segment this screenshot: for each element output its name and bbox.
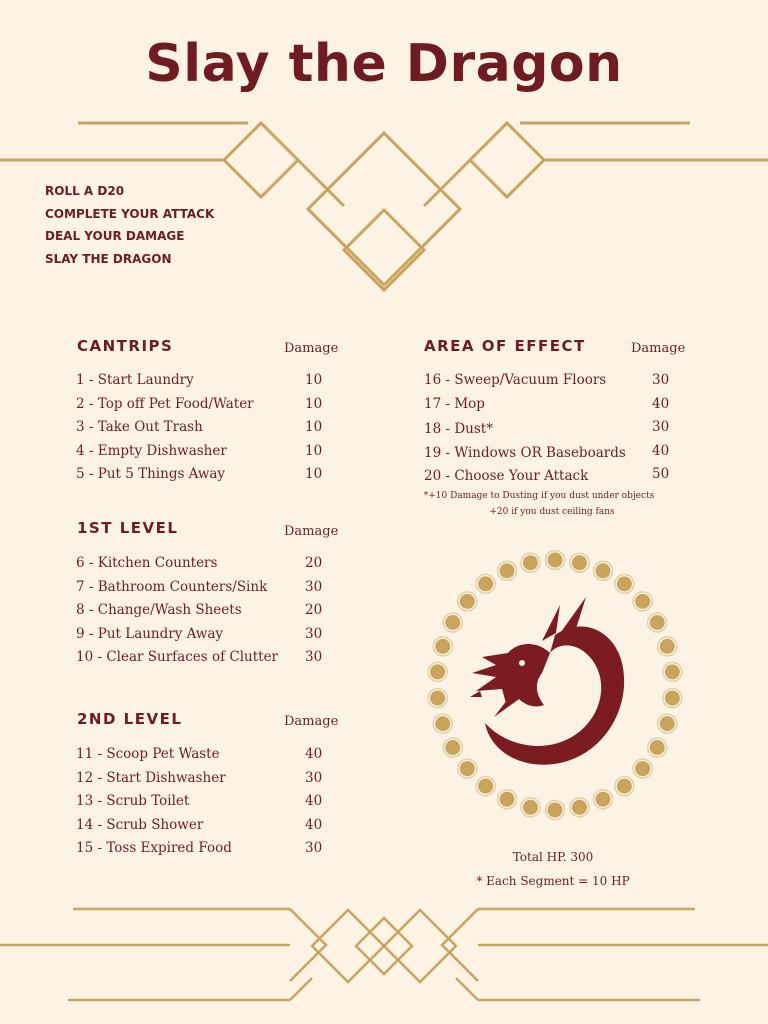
list-item xyxy=(424,394,704,418)
damage-value: 30 xyxy=(305,840,323,856)
task-label: 8 - Change/Wash Sheets xyxy=(76,602,242,618)
hp-segment-dot xyxy=(430,691,445,706)
section-title-area-of-effect: AREA OF EFFECT xyxy=(424,337,586,355)
segment-hp-label: * Each Segment = 10 HP xyxy=(476,874,630,888)
hp-segment-dot xyxy=(665,691,680,706)
list-item xyxy=(76,815,346,839)
step-item: COMPLETE YOUR ATTACK xyxy=(45,206,215,221)
damage-value: 40 xyxy=(305,746,323,762)
hp-segment-dot xyxy=(460,761,475,776)
hp-segment-dot xyxy=(478,779,493,794)
hp-segment-dot xyxy=(572,800,587,815)
section-title-2nd-level: 2ND LEVEL xyxy=(77,710,183,728)
hp-segment-dot xyxy=(660,716,675,731)
damage-header: Damage xyxy=(284,714,339,729)
hp-segment-dot xyxy=(500,563,515,578)
damage-header: Damage xyxy=(284,524,339,539)
task-label: 13 - Scrub Toilet xyxy=(76,793,190,809)
damage-value: 10 xyxy=(305,372,323,388)
list-item xyxy=(76,791,346,815)
hp-segment-dot xyxy=(650,615,665,630)
damage-value: 30 xyxy=(652,372,670,388)
damage-value: 10 xyxy=(305,442,323,459)
list-item xyxy=(76,441,346,465)
hp-segment-dot xyxy=(548,553,563,568)
task-label: 4 - Empty Dishwasher xyxy=(76,442,227,459)
hp-segment-dot xyxy=(435,716,450,731)
damage-value: 40 xyxy=(652,395,670,412)
task-label: 3 - Take Out Trash xyxy=(76,419,203,435)
list-item xyxy=(76,768,346,792)
damage-value: 30 xyxy=(305,625,323,642)
hp-segment-dot xyxy=(430,664,445,679)
hp-segment-dot xyxy=(435,639,450,654)
damage-value: 10 xyxy=(305,466,323,482)
list-item xyxy=(424,466,704,490)
task-label: 2 - Top off Pet Food/Water xyxy=(76,395,254,412)
damage-value: 30 xyxy=(305,769,323,786)
section-title-cantrips: CANTRIPS xyxy=(77,337,174,355)
hp-segment-dot xyxy=(617,576,632,591)
step-item: DEAL YOUR DAMAGE xyxy=(45,229,185,243)
damage-value: 30 xyxy=(652,419,670,435)
task-label: 5 - Put 5 Things Away xyxy=(76,466,226,482)
step-item: SLAY THE DRAGON xyxy=(45,251,172,266)
task-label: 12 - Start Dishwasher xyxy=(76,769,226,786)
section-title-1st-level: 1ST LEVEL xyxy=(77,519,179,537)
list-item xyxy=(424,370,704,394)
hp-segments xyxy=(428,551,682,820)
hp-segment-dot xyxy=(635,594,650,609)
task-label: 11 - Scoop Pet Waste xyxy=(76,746,220,762)
list-item xyxy=(76,624,346,648)
dust-bonus-note: *+10 Damage to Dusting if you dust under objects xyxy=(423,491,655,501)
total-hp-label: Total HP. 300 xyxy=(512,850,594,864)
list-item xyxy=(76,553,346,577)
hp-segment-dot xyxy=(548,803,563,818)
hp-segment-dot xyxy=(660,639,675,654)
step-item: ROLL A D20 xyxy=(45,184,125,198)
list-item xyxy=(76,744,346,768)
list-item xyxy=(424,419,704,443)
damage-value: 50 xyxy=(652,466,670,482)
task-label: 7 - Bathroom Counters/Sink xyxy=(76,578,268,595)
hp-segment-dot xyxy=(445,615,460,630)
task-label: 1 - Start Laundry xyxy=(76,372,194,388)
damage-value: 40 xyxy=(305,793,323,809)
damage-value: 40 xyxy=(652,442,670,459)
hp-segment-dot xyxy=(523,800,538,815)
hp-segment-dot xyxy=(650,740,665,755)
page-title: Slay the Dragon xyxy=(145,34,623,94)
damage-value: 30 xyxy=(305,578,323,595)
hp-segment-dot xyxy=(445,740,460,755)
task-label: 18 - Dust* xyxy=(424,421,493,437)
list-item xyxy=(76,838,346,862)
hp-segment-dot xyxy=(595,563,610,578)
task-label: 9 - Put Laundry Away xyxy=(76,625,224,642)
damage-value: 40 xyxy=(305,816,323,833)
hp-segment-dot xyxy=(665,664,680,679)
task-label: 10 - Clear Surfaces of Clutter xyxy=(76,649,279,665)
task-label: 6 - Kitchen Counters xyxy=(76,555,218,571)
damage-value: 20 xyxy=(305,602,323,618)
task-label: 15 - Toss Expired Food xyxy=(76,840,232,856)
list-item xyxy=(424,443,704,467)
hp-segment-dot xyxy=(478,576,493,591)
task-label: 20 - Choose Your Attack xyxy=(424,468,589,484)
hp-segment-dot xyxy=(617,779,632,794)
damage-value: 10 xyxy=(305,395,323,412)
list-item xyxy=(76,394,346,418)
hp-segment-dot xyxy=(572,555,587,570)
ceiling-fan-note: +20 if you dust ceiling fans xyxy=(489,507,615,517)
first-level-list xyxy=(76,553,346,671)
hp-segment-dot xyxy=(523,555,538,570)
hp-segment-dot xyxy=(460,594,475,609)
area-of-effect-list xyxy=(424,370,704,488)
cantrips-list xyxy=(76,370,346,488)
damage-header: Damage xyxy=(631,341,686,356)
task-label: 19 - Windows OR Baseboards xyxy=(424,444,626,461)
dragon-emblem-icon xyxy=(470,597,624,765)
bottom-ornament xyxy=(0,909,768,1000)
instructions-list xyxy=(45,182,214,272)
damage-header: Damage xyxy=(284,341,339,356)
task-label: 14 - Scrub Shower xyxy=(76,816,204,833)
list-item xyxy=(76,600,346,624)
task-label: 17 - Mop xyxy=(424,395,485,412)
list-item xyxy=(76,417,346,441)
list-item xyxy=(76,577,346,601)
task-label: 16 - Sweep/Vacuum Floors xyxy=(424,372,607,388)
damage-value: 20 xyxy=(305,555,323,571)
second-level-list xyxy=(76,744,346,862)
hp-segment-dot xyxy=(500,792,515,807)
hp-segment-dot xyxy=(595,792,610,807)
damage-value: 30 xyxy=(305,649,323,665)
hp-segment-dot xyxy=(635,761,650,776)
hp-tracker xyxy=(410,545,700,835)
damage-value: 10 xyxy=(305,419,323,435)
list-item xyxy=(76,464,346,488)
list-item xyxy=(76,647,346,671)
list-item xyxy=(76,370,346,394)
